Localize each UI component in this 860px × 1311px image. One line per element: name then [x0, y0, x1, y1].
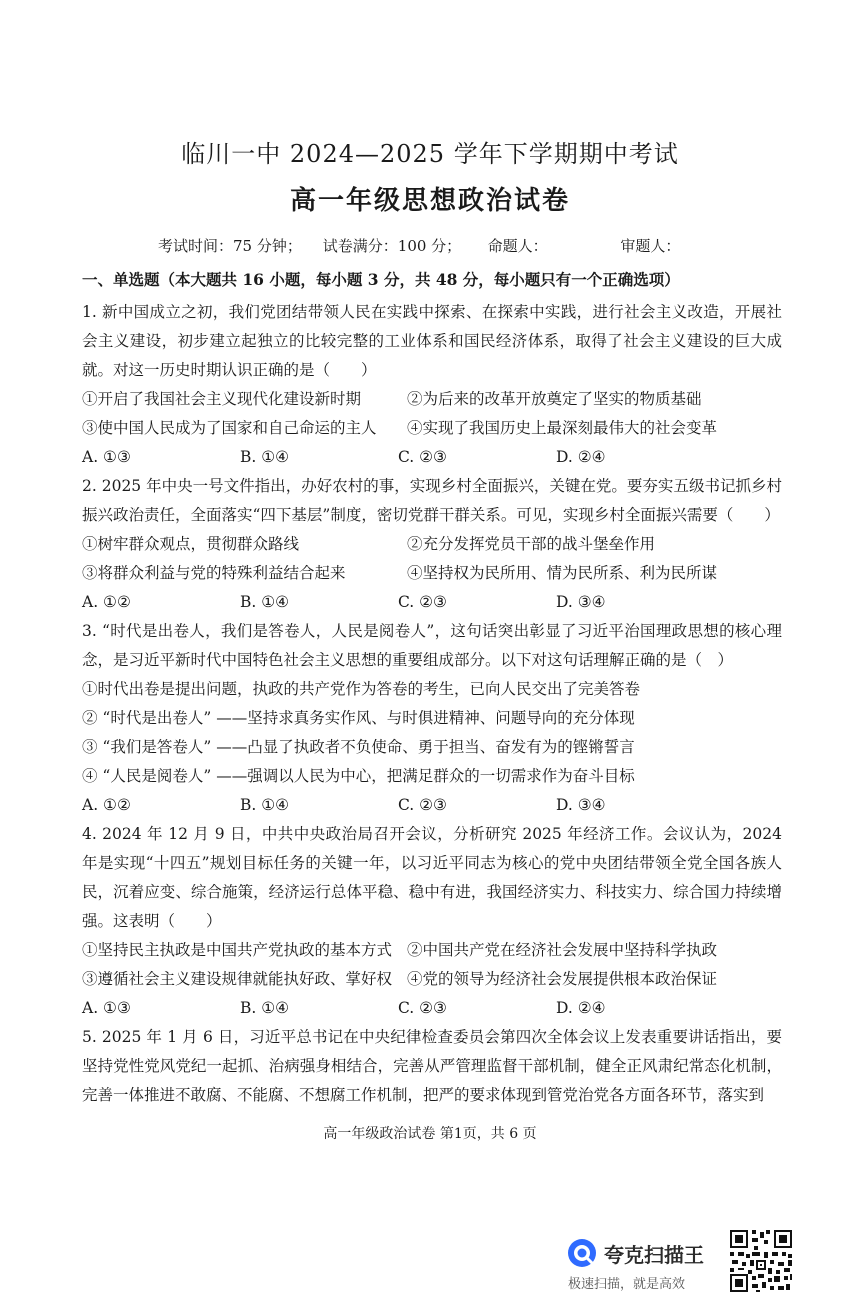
quark-logo-icon: [566, 1237, 598, 1269]
exam-time: 考试时间：75 分钟；: [158, 237, 302, 255]
statement-3: ③将群众利益与党的特殊利益结合起来: [82, 564, 346, 582]
choice-a: A. ①②: [82, 796, 131, 814]
statement-4: ④坚持权为民所用、情为民所系、利为民所谋: [407, 564, 718, 582]
exam-setter: 命题人：: [487, 237, 548, 255]
choice-b: B. ①④: [240, 593, 290, 611]
statement-4: ④ “人民是阅卷人” ——强调以人民为中心，把满足群众的一切需求作为奋斗目标: [82, 767, 635, 785]
choice-d: D. ②④: [556, 999, 606, 1017]
qr-code-icon: [728, 1228, 794, 1294]
question-stem: 5. 2025 年 1 月 6 日，习近平总书记在中央纪律检查委员会第四次全体会议上发表重要讲话指出，要坚持党性党风党纪一起抓、治病强身相结合，完善从严管理监督干部机制，健全正风肃纪常态化机制，完善一体推进不敢腐、不能腐、不想腐工作机制，把严的要求体现到管党治党各方面各环节，落实到: [82, 1028, 782, 1104]
exam-score: 试卷满分：100 分；: [322, 237, 462, 255]
exam-reviewer: 审题人：: [620, 237, 681, 255]
choice-row: [82, 443, 782, 472]
statement-4: ④实现了我国历史上最深刻最伟大的社会变革: [407, 419, 718, 437]
option-row: [82, 385, 782, 414]
statement-2: ②充分发挥党员干部的战斗堡垒作用: [407, 535, 656, 553]
choice-c: C. ②③: [398, 593, 447, 611]
option-row: [82, 530, 782, 559]
statement-4: ④党的领导为经济社会发展提供根本政治保证: [407, 970, 718, 988]
scanner-name: 夸克扫描王: [604, 1243, 704, 1267]
choice-row: [82, 994, 782, 1023]
question-4: [82, 820, 782, 1023]
choice-a: A. ①③: [82, 448, 131, 466]
question-stem: 3. “时代是出卷人，我们是答卷人，人民是阅卷人”，这句话突出彰显了习近平治国理政思想的核心理念，是习近平新时代中国特色社会主义思想的重要组成部分。以下对这句话理解正确的是（ ）: [82, 622, 782, 669]
statement-2: ②为后来的改革开放奠定了坚实的物质基础: [407, 390, 702, 408]
page-footer: 高一年级政治试卷 第1页，共 6 页: [323, 1126, 537, 1142]
scanner-slogan: 极速扫描，就是高效: [568, 1277, 686, 1292]
questions: [82, 298, 782, 1110]
exam-subtitle: 高一年级思想政治试卷: [289, 186, 570, 216]
statement-2: ②中国共产党在经济社会发展中坚持科学执政: [407, 941, 718, 959]
choice-c: C. ②③: [398, 796, 447, 814]
scanner-watermark: [566, 1233, 726, 1293]
statement-1: ①开启了我国社会主义现代化建设新时期: [82, 390, 362, 408]
choice-c: C. ②③: [398, 999, 447, 1017]
choice-d: D. ③④: [556, 796, 606, 814]
section-heading: 一、单选题（本大题共 16 小题，每小题 3 分，共 48 分，每小题只有一个正确选项）: [82, 270, 680, 289]
option-row: [82, 559, 782, 588]
choice-b: B. ①④: [240, 999, 290, 1017]
option-row: [82, 414, 782, 443]
statement-1: ①树牢群众观点，贯彻群众路线: [82, 535, 300, 553]
exam-title: 临川一中 2024—2025 学年下学期期中考试: [181, 140, 679, 168]
statement-3: ③遵循社会主义建设规律就能执好政、掌好权: [82, 970, 393, 988]
statement-3: ③ “我们是答卷人” ——凸显了执政者不负使命、勇于担当、奋发有为的铿锵誓言: [82, 738, 635, 756]
choice-c: C. ②③: [398, 448, 447, 466]
question-stem: 2. 2025 年中央一号文件指出，办好农村的事，实现乡村全面振兴，关键在党。要夯实五级书记抓乡村振兴政治责任，全面落实“四下基层”制度，密切党群干群关系。可见，实现乡村全面振兴需要（ ）: [82, 477, 782, 524]
choice-a: A. ①②: [82, 593, 131, 611]
exam-meta: [158, 235, 680, 256]
statement-2: ② “时代是出卷人” ——坚持求真务实作风、与时俱进精神、问题导向的充分体现: [82, 709, 635, 727]
question-3: [82, 617, 782, 820]
question-1: [82, 298, 782, 472]
statement-3: ③使中国人民成为了国家和自己命运的主人: [82, 419, 377, 437]
statement-1: ①坚持民主执政是中国共产党执政的基本方式: [82, 941, 393, 959]
choice-row: [82, 791, 782, 820]
question-stem: 1. 新中国成立之初，我们党团结带领人民在实践中探索、在探索中实践，进行社会主义改造，开展社会主义建设，初步建立起独立的比较完整的工业体系和国民经济体系，取得了社会主义建设的巨大成就。对这一历史时期认识正确的是（ ）: [82, 303, 782, 379]
choice-d: D. ②④: [556, 448, 606, 466]
choice-d: D. ③④: [556, 593, 606, 611]
question-stem: 4. 2024 年 12 月 9 日，中共中央政治局召开会议，分析研究 2025 年经济工作。会议认为，2024 年是实现“十四五”规划目标任务的关键一年，以习近平同志为核心的党中央团结带领全党全国各族人民，沉着应变、综合施策，经济运行总体平稳、稳中有进，我国经济实力、科技实力、综合国力持续增强。这表明（ ）: [82, 825, 782, 930]
option-row: [82, 965, 782, 994]
question-5: [82, 1023, 782, 1110]
statement-1: ①时代出卷是提出问题，执政的共产党作为答卷的考生，已向人民交出了完美答卷: [82, 680, 641, 698]
choice-b: B. ①④: [240, 448, 290, 466]
choice-b: B. ①④: [240, 796, 290, 814]
choice-a: A. ①③: [82, 999, 131, 1017]
choice-row: [82, 588, 782, 617]
question-2: [82, 472, 782, 617]
option-row: [82, 936, 782, 965]
